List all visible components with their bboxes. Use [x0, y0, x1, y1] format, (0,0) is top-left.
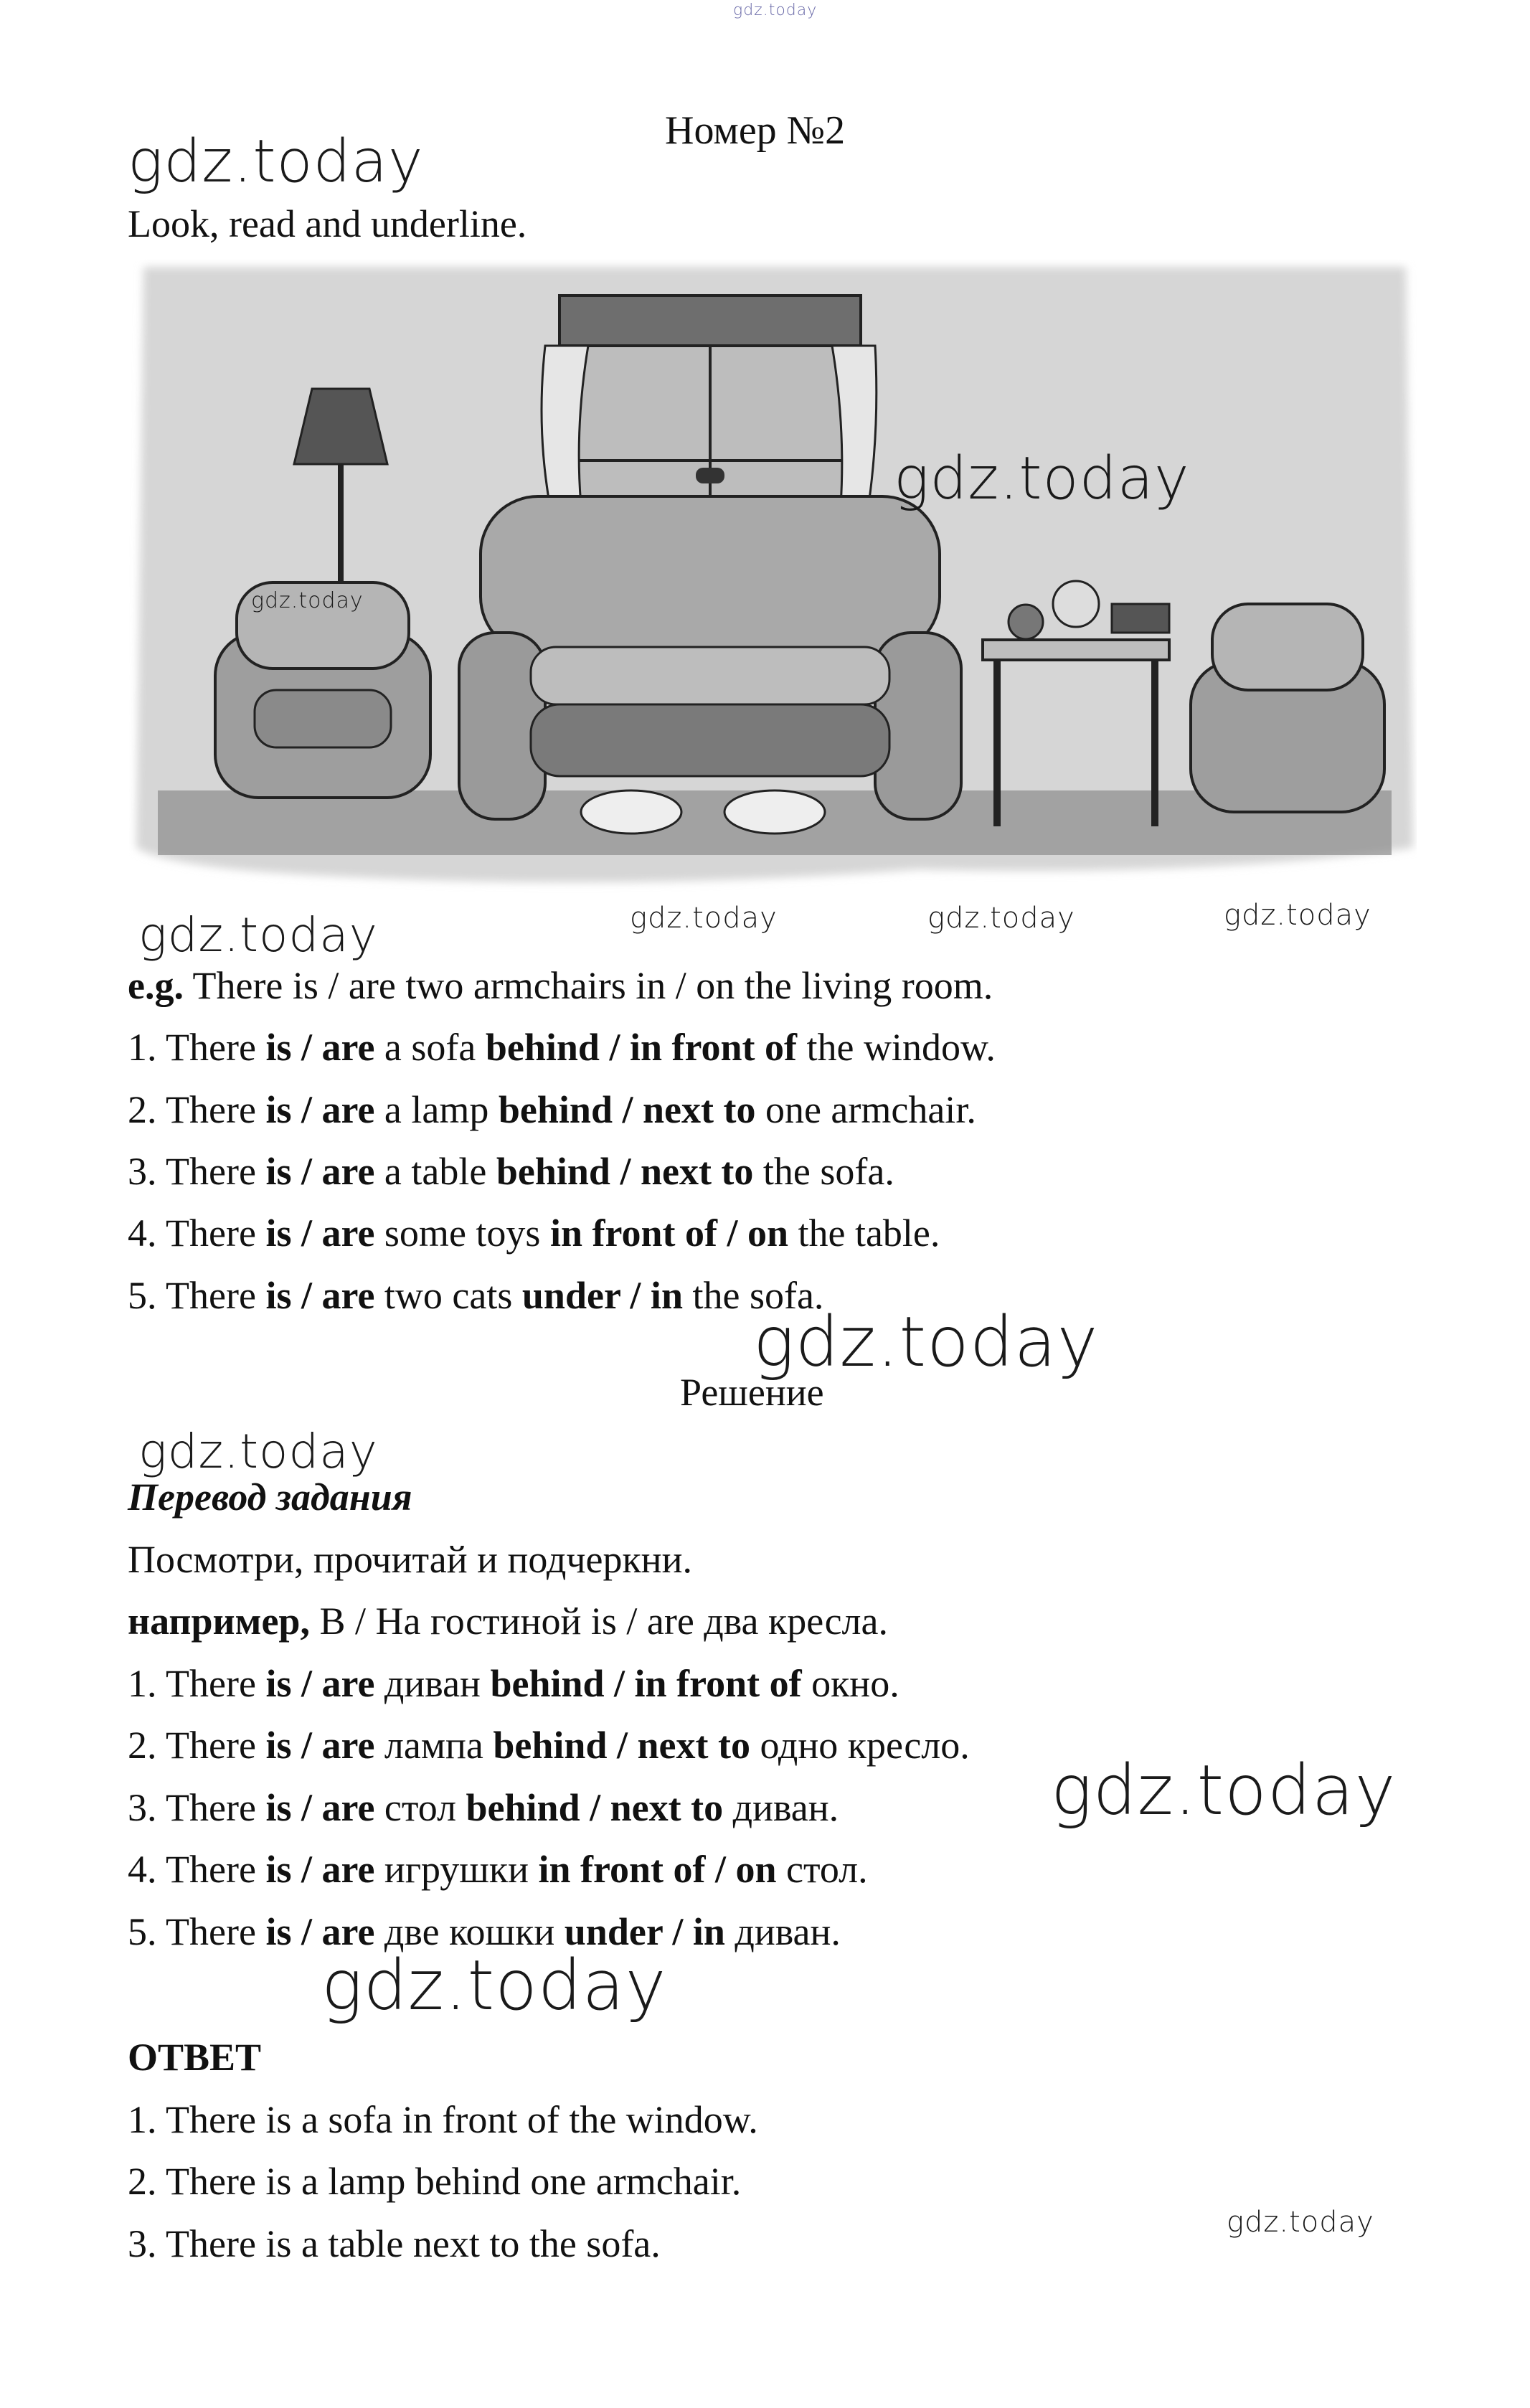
item-prefix: 3. There — [128, 1150, 266, 1193]
item-noun: a sofa — [374, 1026, 486, 1069]
item-noun: две кошки — [374, 1910, 565, 1953]
translation-heading — [128, 1474, 412, 1520]
item-noun: a lamp — [374, 1088, 499, 1131]
living-room-illustration — [129, 260, 1417, 905]
item-object: the sofa. — [682, 1274, 824, 1317]
item-noun: some toys — [374, 1212, 550, 1255]
choice-preposition: behind / next to — [496, 1150, 754, 1193]
translation-example-label: например, — [128, 1600, 310, 1643]
choice-preposition: in front of / on — [538, 1848, 777, 1891]
item-object: the window. — [796, 1026, 996, 1069]
watermark: gdz.today — [251, 588, 364, 613]
translation-example — [128, 1598, 888, 1644]
item-noun: лампа — [374, 1724, 494, 1767]
choice-verb: is / are — [265, 1786, 375, 1829]
item-object: одно кресло. — [750, 1724, 970, 1767]
example-label: e.g. — [128, 964, 184, 1007]
item-object: the sofa. — [753, 1150, 894, 1193]
item-prefix: 1. There — [128, 1026, 266, 1069]
solution-label: Решение — [680, 1371, 824, 1414]
item-object: the table. — [788, 1212, 940, 1255]
item-prefix: 2. There — [128, 1724, 266, 1767]
exercise-item — [128, 1148, 894, 1194]
answer-item: 2. There is a lamp behind one armchair. — [128, 2160, 742, 2203]
item-prefix: 4. There — [128, 1848, 266, 1891]
instruction: Look, read and underline. — [128, 202, 527, 245]
choice-verb: is / are — [265, 1026, 375, 1069]
choice-preposition: under / in — [564, 1910, 725, 1953]
choice-verb: is / are — [265, 1212, 375, 1255]
item-object: диван. — [724, 1910, 841, 1953]
item-prefix: 5. There — [128, 1274, 266, 1317]
example-line — [128, 963, 993, 1009]
answer-heading-text: ОТВЕТ — [128, 2036, 262, 2079]
choice-preposition: behind / next to — [466, 1786, 724, 1829]
item-noun: игрушки — [374, 1848, 539, 1891]
choice-preposition: in front of / on — [549, 1212, 788, 1255]
translation-heading-text: Перевод задания — [128, 1476, 412, 1519]
item-noun: a table — [374, 1150, 496, 1193]
item-noun: стол — [374, 1786, 466, 1829]
watermark: gdz.today — [1051, 1750, 1397, 1831]
answer-item: 3. There is a table next to the sofa. — [128, 2222, 661, 2265]
watermark: gdz.today — [1224, 899, 1371, 932]
item-prefix: 2. There — [128, 1088, 266, 1131]
watermark: gdz.today — [321, 1945, 667, 2026]
choice-verb: is / are — [265, 1274, 375, 1317]
watermark: gdz.today — [128, 128, 424, 196]
watermark: gdz.today — [753, 1302, 1099, 1382]
watermark-top: gdz.today — [733, 1, 818, 19]
watermark: gdz.today — [894, 445, 1190, 513]
translation-example-text: В / На гостиной is / are два кресла. — [309, 1600, 888, 1643]
choice-verb: is / are — [265, 1724, 375, 1767]
choice-verb: is / are — [265, 1662, 375, 1705]
choice-preposition: behind / in front of — [485, 1026, 797, 1069]
watermark: gdz.today — [927, 902, 1075, 935]
answer-heading — [128, 2034, 261, 2080]
item-noun: диван — [374, 1662, 491, 1705]
translation-instruction: Посмотри, прочитай и подчеркни. — [128, 1538, 692, 1581]
item-prefix: 5. There — [128, 1910, 266, 1953]
exercise-item — [128, 1087, 976, 1133]
choice-verb: is / are — [265, 1150, 375, 1193]
translation-item — [128, 1785, 839, 1831]
page-title: Номер №2 — [665, 108, 846, 153]
exercise-item — [128, 1273, 823, 1318]
answer-item: 1. There is a sofa in front of the window. — [128, 2098, 758, 2141]
item-noun: two cats — [374, 1274, 522, 1317]
example-text: There is / are two armchairs in / on the living room. — [183, 964, 993, 1007]
watermark: gdz.today — [630, 902, 778, 935]
watermark: gdz.today — [138, 1424, 378, 1479]
watermark: gdz.today — [138, 907, 378, 963]
exercise-item — [128, 1024, 996, 1070]
translation-item — [128, 1661, 899, 1706]
watermark: gdz.today — [1227, 2206, 1374, 2239]
translation-item — [128, 1722, 970, 1768]
item-prefix: 4. There — [128, 1212, 266, 1255]
exercise-item — [128, 1210, 940, 1256]
translation-item — [128, 1846, 868, 1892]
choice-verb: is / are — [265, 1088, 375, 1131]
item-object: диван. — [723, 1786, 839, 1829]
choice-preposition: behind / next to — [493, 1724, 750, 1767]
item-prefix: 1. There — [128, 1662, 266, 1705]
choice-preposition: under / in — [521, 1274, 683, 1317]
item-object: one armchair. — [755, 1088, 976, 1131]
choice-verb: is / are — [265, 1910, 375, 1953]
choice-verb: is / are — [265, 1848, 375, 1891]
item-object: окно. — [801, 1662, 899, 1705]
item-prefix: 3. There — [128, 1786, 266, 1829]
choice-preposition: behind / in front of — [490, 1662, 802, 1705]
choice-preposition: behind / next to — [498, 1088, 756, 1131]
item-object: стол. — [776, 1848, 868, 1891]
